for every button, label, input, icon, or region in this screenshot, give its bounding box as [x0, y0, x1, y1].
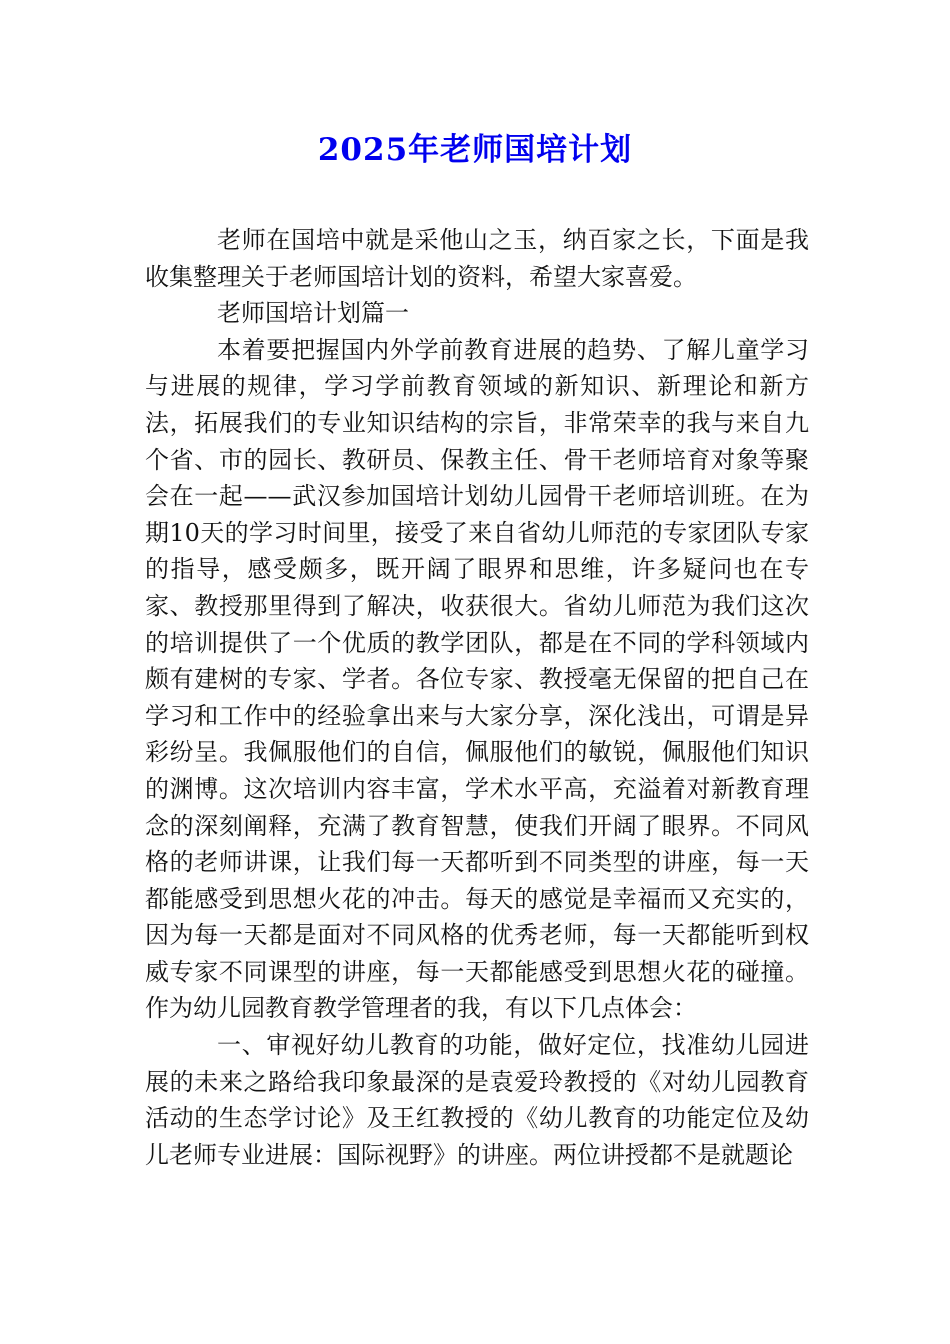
body-paragraph: 本着要把握国内外学前教育进展的趋势、了解儿童学习与进展的规律，学习学前教育领域的新知识、新理论和新方法，拓展我们的专业知识结构的宗旨，非常荣幸的我与来自九个省、市的园长、教研员、保教主任、骨干老师培育对象等聚会在一起——武汉参加国培计划幼儿园骨干老师培训班。在为期10天的学习时间里，接受了来自省幼儿师范的专家团队专家的指导，感受颇多，既开阔了眼界和思维，许多疑问也在专家、教授那里得到了解决，收获很大。省幼儿师范为我们这次的培训提供了一个优质的教学团队，都是在不同的学科领域内颇有建树的专家、学者。各位专家、教授毫无保留的把自己在学习和工作中的经验拿出来与大家分享，深化浅出，可谓是异彩纷呈。我佩服他们的自信，佩服他们的敏锐，佩服他们知识的渊博。这次培训内容丰富，学术水平高，充溢着对新教育理念的深刻阐释，充满了教育智慧，使我们开阔了眼界。不同风格的老师讲课，让我们每一天都听到不同类型的讲座，每一天都能感受到思想火花的冲击。每天的感觉是幸福而又充实的，因为每一天都是面对不同风格的优秀老师，每一天都能听到权威专家不同课型的讲座，每一天都能感受到思想火花的碰撞。作为幼儿园教育教学管理者的我，有以下几点体会：	[145, 335, 809, 1023]
document-title: 2025年老师国培计划	[317, 132, 633, 168]
section-heading: 老师国培计划篇一	[217, 299, 409, 328]
body-paragraph: 一、审视好幼儿教育的功能，做好定位，找准幼儿园进展的未来之路给我印象最深的是袁爱玲教授的《对幼儿园教育活动的生态学讨论》及王红教授的《幼儿教育的功能定位及幼儿老师专业进展：国际视野》的讲座。两位讲授都不是就题论	[145, 1031, 809, 1169]
intro-paragraph: 老师在国培中就是采他山之玉，纳百家之长，下面是我收集整理关于老师国培计划的资料，希望大家喜爱。	[145, 226, 809, 291]
document-body	[145, 222, 809, 1173]
